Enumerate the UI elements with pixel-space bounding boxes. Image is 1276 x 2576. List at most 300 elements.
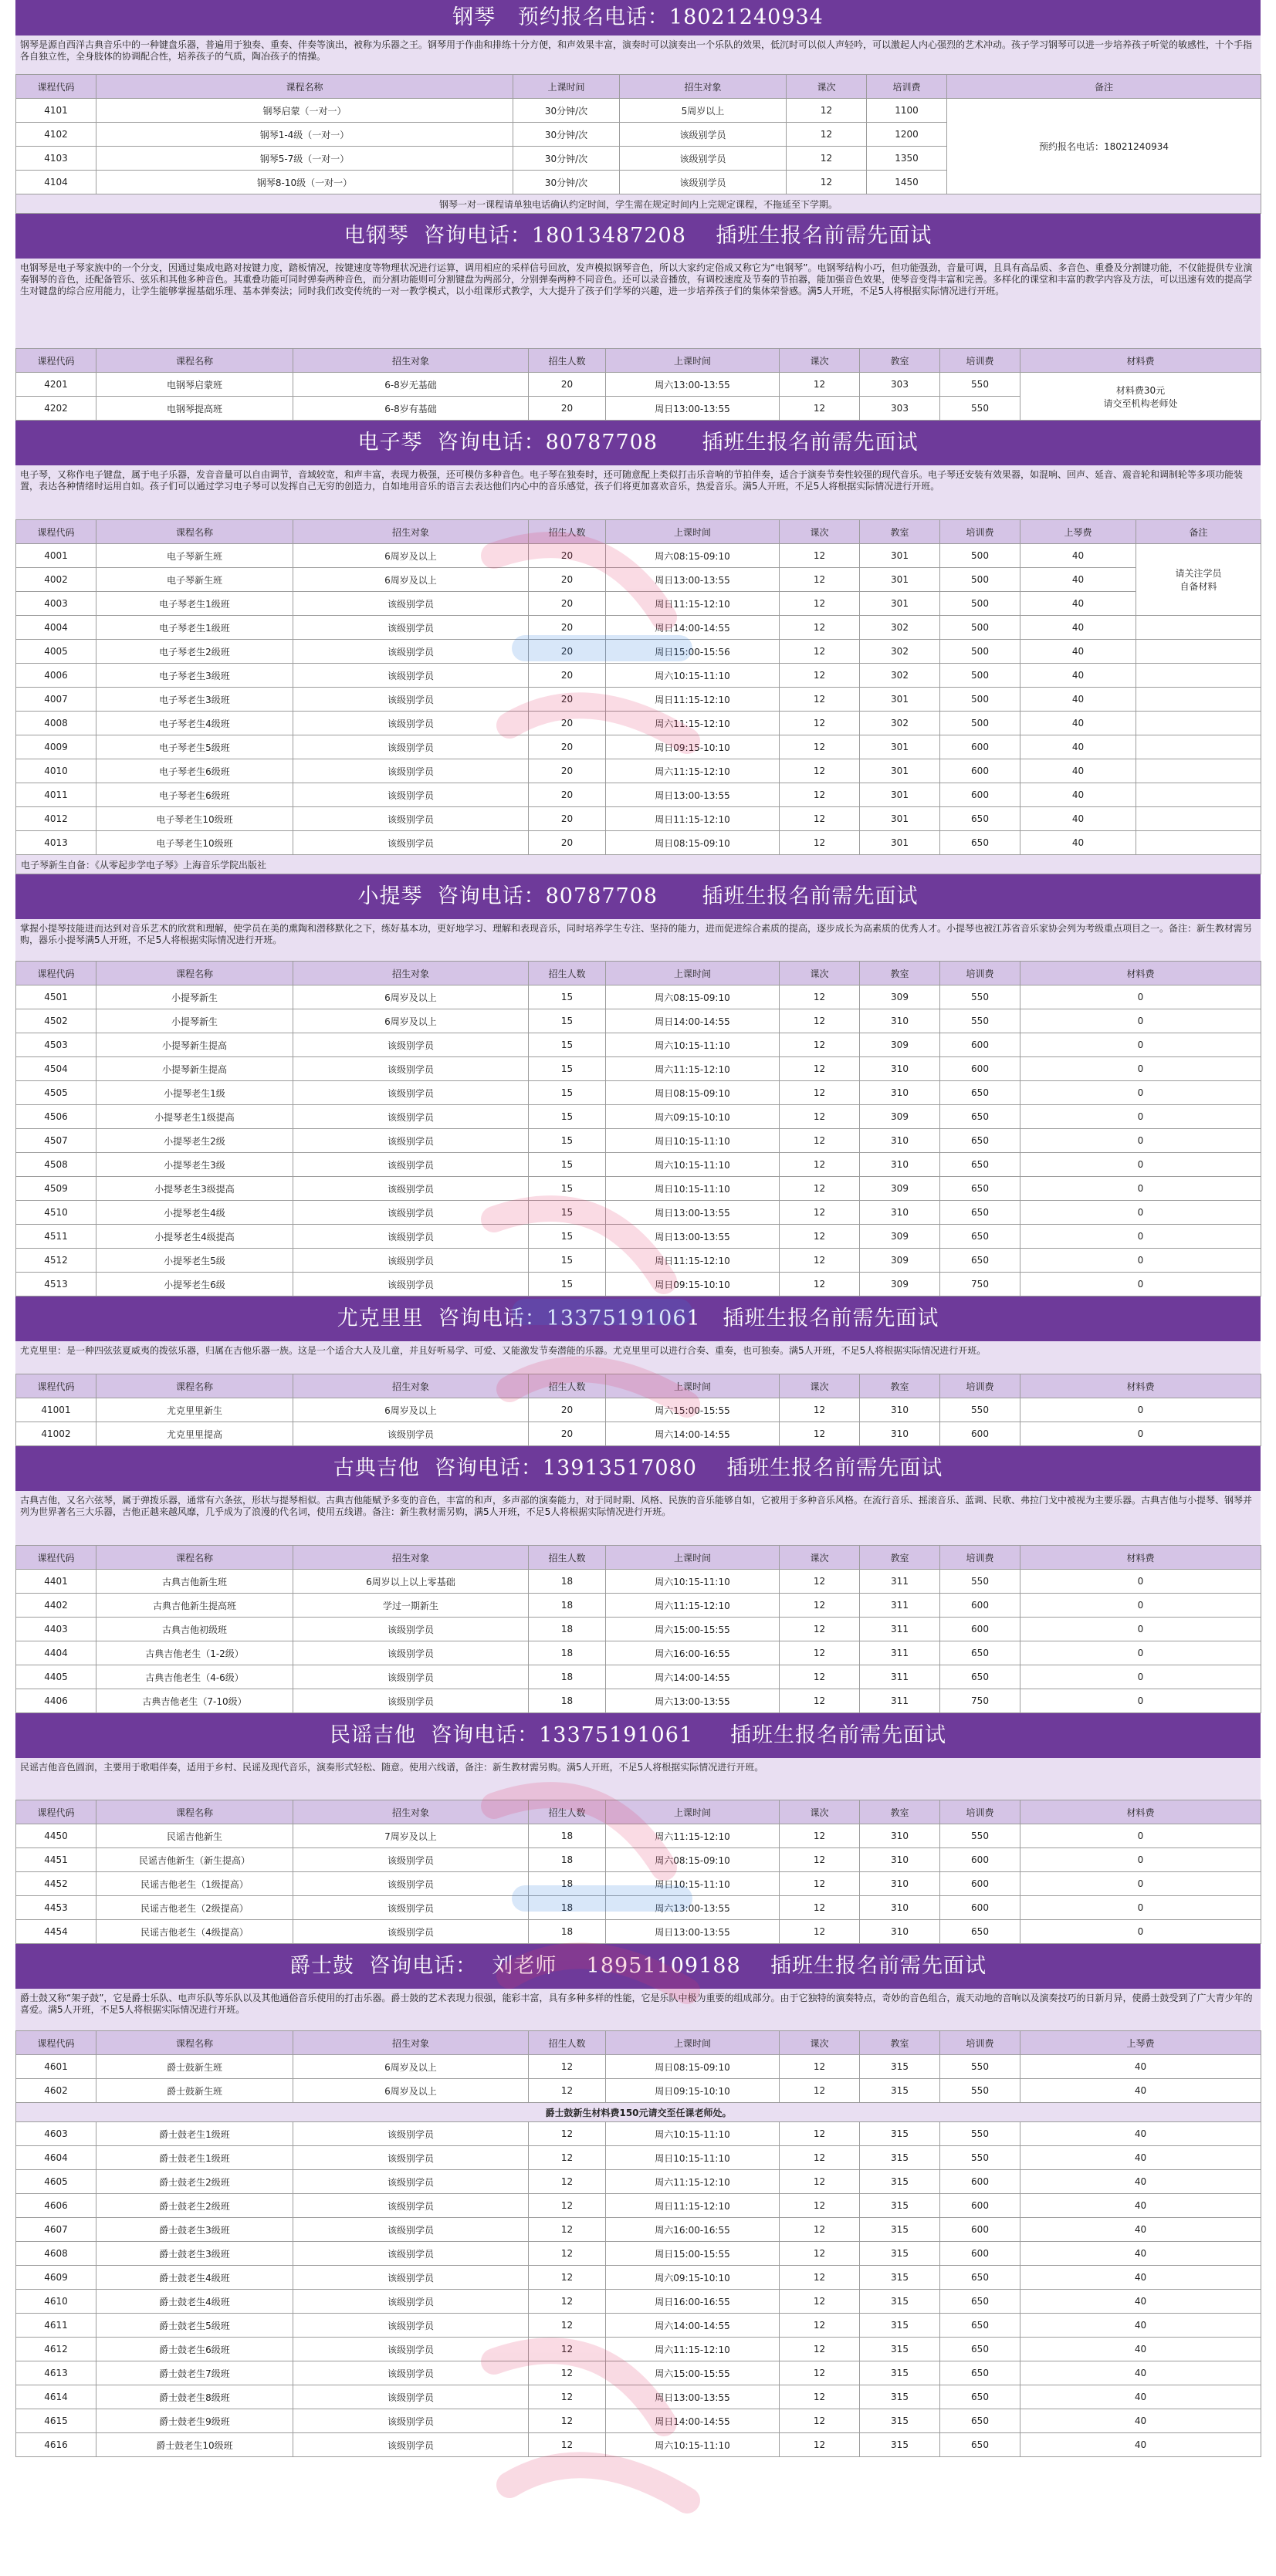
ukulele-section xyxy=(15,1296,1261,1446)
table-cell: 4602 xyxy=(16,2079,96,2103)
table-cell: 该级别学员 xyxy=(293,1153,529,1177)
table-cell: 0 xyxy=(1020,1129,1261,1153)
table-cell: 550 xyxy=(940,985,1020,1009)
violin-description: 掌握小提琴技能进而达到对音乐艺术的欣赏和理解，使学员在美的熏陶和潜移默化之下，练好基本功，更好地学习、理解和表现音乐，同时培养学生专注、坚持的能力，进而促进综合素质的提高，逐步成长为高素质的优秀人才。小提琴也被江苏省音乐家协会列为考级重点项目之一。备注：新生教材需另购，器乐小提琴满5人开班，不足5人将根据实际情况进行开班。 xyxy=(15,919,1261,961)
table-cell: 古典吉他新生提高班 xyxy=(96,1594,293,1618)
table-cell xyxy=(1136,712,1261,735)
column-header: 材料费 xyxy=(1020,962,1261,985)
column-header: 教室 xyxy=(860,520,940,544)
table-cell: 12 xyxy=(780,2314,860,2338)
column-header: 课程代码 xyxy=(16,1374,96,1398)
table-cell: 12 xyxy=(780,1920,860,1944)
table-cell: 650 xyxy=(940,831,1020,855)
column-header: 课程代码 xyxy=(16,962,96,985)
table-cell: 周六15:00-15:55 xyxy=(606,1618,780,1641)
table-cell: 40 xyxy=(1020,568,1136,592)
table-cell xyxy=(1136,640,1261,664)
table-cell: 该级别学员 xyxy=(293,592,529,616)
table-cell: 周六15:00-15:55 xyxy=(606,2361,780,2385)
table-cell: 12 xyxy=(780,688,860,712)
table-cell: 该级别学员 xyxy=(293,2361,529,2385)
column-header: 教室 xyxy=(860,1374,940,1398)
table-cell xyxy=(1136,759,1261,783)
column-header: 课程名称 xyxy=(96,2031,293,2055)
table-cell xyxy=(1136,735,1261,759)
table-cell: 15 xyxy=(529,1249,606,1273)
column-header: 课次 xyxy=(780,520,860,544)
table-cell xyxy=(1136,831,1261,855)
table-cell: 爵士鼓老生7级班 xyxy=(96,2361,293,2385)
table-cell: 40 xyxy=(1020,2338,1261,2361)
table-cell: 12 xyxy=(780,2385,860,2409)
table-cell: 500 xyxy=(940,568,1020,592)
folk-guitar-section xyxy=(15,1713,1261,1944)
electric-piano-table xyxy=(15,348,1261,421)
table-cell: 18 xyxy=(529,1872,606,1896)
table-cell: 12 xyxy=(780,712,860,735)
table-cell: 爵士鼓老生6级班 xyxy=(96,2338,293,2361)
table-cell: 该级别学员 xyxy=(293,1177,529,1201)
table-cell: 4103 xyxy=(16,147,96,171)
table-cell: 12 xyxy=(780,1009,860,1033)
table-row xyxy=(16,2122,1261,2146)
table-cell: 650 xyxy=(940,1153,1020,1177)
table-cell: 0 xyxy=(1020,1594,1261,1618)
table-cell: 该级别学员 xyxy=(293,831,529,855)
table-cell: 12 xyxy=(780,1081,860,1105)
table-cell: 40 xyxy=(1020,640,1136,664)
table-cell: 4453 xyxy=(16,1896,96,1920)
table-cell: 0 xyxy=(1020,1689,1261,1713)
table-cell: 315 xyxy=(860,2079,940,2103)
table-cell: 4401 xyxy=(16,1570,96,1594)
table-header-row xyxy=(16,2031,1261,2055)
table-cell: 该级别学员 xyxy=(293,735,529,759)
classical-guitar-section xyxy=(15,1446,1261,1713)
table-cell: 该级别学员 xyxy=(293,712,529,735)
column-header: 课次 xyxy=(780,1546,860,1570)
table-cell: 600 xyxy=(940,2194,1020,2218)
table-cell: 20 xyxy=(529,1398,606,1422)
table-header-row xyxy=(16,75,1261,99)
ukulele-table xyxy=(15,1374,1261,1446)
table-cell: 周六14:00-14:55 xyxy=(606,1665,780,1689)
table-cell: 该级别学员 xyxy=(293,1225,529,1249)
table-cell: 0 xyxy=(1020,1057,1261,1081)
electric-piano-material-fee: 材料费30元 请交至机构老师处 xyxy=(1020,373,1261,421)
table-cell: 12 xyxy=(780,2338,860,2361)
table-row xyxy=(16,1081,1261,1105)
table-cell: 550 xyxy=(940,2122,1020,2146)
table-header-row xyxy=(16,520,1261,544)
table-cell: 12 xyxy=(780,1594,860,1618)
piano-table xyxy=(15,74,1261,214)
table-cell: 600 xyxy=(940,783,1020,807)
table-cell: 550 xyxy=(940,1570,1020,1594)
table-cell: 6-8岁有基础 xyxy=(293,397,529,421)
table-cell: 550 xyxy=(940,2055,1020,2079)
table-cell: 301 xyxy=(860,544,940,568)
table-cell: 40 xyxy=(1020,2433,1261,2457)
table-cell: 12 xyxy=(780,2361,860,2385)
table-cell: 该级别学员 xyxy=(293,2242,529,2266)
table-cell: 0 xyxy=(1020,1422,1261,1446)
table-cell: 该级别学员 xyxy=(293,1665,529,1689)
table-cell: 12 xyxy=(529,2433,606,2457)
table-cell: 650 xyxy=(940,2433,1020,2457)
table-cell: 12 xyxy=(780,544,860,568)
table-cell: 爵士鼓老生10级班 xyxy=(96,2433,293,2457)
table-cell: 12 xyxy=(780,616,860,640)
table-cell: 周日10:15-11:10 xyxy=(606,2146,780,2170)
ukulele-description: 尤克里里：是一种四弦弦夏威夷的拨弦乐器，归属在吉他乐器一族。这是一个适合大人及儿童，并且好听易学、可爱、又能激发节奏潜能的乐器。尤克里里可以进行合奏、重奏，也可独奏。满5人开班，不足5人将根据实际情况进行开班。 xyxy=(15,1341,1261,1374)
table-cell: 500 xyxy=(940,616,1020,640)
column-header: 课程名称 xyxy=(96,75,513,99)
table-cell: 12 xyxy=(780,1129,860,1153)
table-cell: 600 xyxy=(940,759,1020,783)
table-row xyxy=(16,1225,1261,1249)
table-cell: 12 xyxy=(780,2079,860,2103)
table-row xyxy=(16,1033,1261,1057)
table-cell: 6周岁及以上 xyxy=(293,2079,529,2103)
table-cell: 该级别学员 xyxy=(293,2218,529,2242)
table-cell: 600 xyxy=(940,1057,1020,1081)
table-cell: 周六11:15-12:10 xyxy=(606,2338,780,2361)
table-cell: 周六10:15-11:10 xyxy=(606,1570,780,1594)
table-cell: 4007 xyxy=(16,688,96,712)
table-cell: 15 xyxy=(529,1081,606,1105)
table-cell: 该级别学员 xyxy=(293,640,529,664)
column-header: 招生人数 xyxy=(529,1800,606,1824)
table-cell: 20 xyxy=(529,831,606,855)
column-header: 招生对象 xyxy=(620,75,787,99)
table-cell: 12 xyxy=(787,99,867,123)
table-cell: 12 xyxy=(780,568,860,592)
table-cell: 4104 xyxy=(16,171,96,194)
table-cell: 310 xyxy=(860,1872,940,1896)
table-cell: 小提琴老生1级提高 xyxy=(96,1105,293,1129)
column-header: 上琴费 xyxy=(1020,2031,1261,2055)
table-cell: 12 xyxy=(529,2361,606,2385)
table-cell: 650 xyxy=(940,1201,1020,1225)
table-row xyxy=(16,1129,1261,1153)
table-cell: 315 xyxy=(860,2361,940,2385)
table-cell: 15 xyxy=(529,985,606,1009)
table-cell: 周日09:15-10:10 xyxy=(606,1273,780,1296)
table-cell: 4510 xyxy=(16,1201,96,1225)
table-cell: 12 xyxy=(780,783,860,807)
table-cell: 小提琴老生6级 xyxy=(96,1273,293,1296)
table-cell: 该级别学员 xyxy=(293,759,529,783)
table-cell: 12 xyxy=(780,1570,860,1594)
table-cell: 周六13:00-13:55 xyxy=(606,1689,780,1713)
table-cell: 41002 xyxy=(16,1422,96,1446)
table-cell: 315 xyxy=(860,2433,940,2457)
table-cell: 小提琴新生 xyxy=(96,1009,293,1033)
drums-table xyxy=(15,2030,1261,2457)
table-cell: 20 xyxy=(529,616,606,640)
table-row xyxy=(16,2218,1261,2242)
table-cell: 6周岁及以上 xyxy=(293,985,529,1009)
table-cell: 爵士鼓老生3级班 xyxy=(96,2218,293,2242)
column-header: 招生人数 xyxy=(529,520,606,544)
table-cell: 12 xyxy=(529,2146,606,2170)
table-cell: 650 xyxy=(940,1081,1020,1105)
table-cell: 600 xyxy=(940,2218,1020,2242)
column-header: 培训费 xyxy=(940,1800,1020,1824)
table-cell: 12 xyxy=(780,2290,860,2314)
table-cell: 15 xyxy=(529,1153,606,1177)
table-header-row xyxy=(16,962,1261,985)
table-cell: 古典吉他老生（4-6级） xyxy=(96,1665,293,1689)
table-cell: 650 xyxy=(940,2266,1020,2290)
table-cell: 该级别学员 xyxy=(620,171,787,194)
table-cell: 30分钟/次 xyxy=(513,171,620,194)
table-row xyxy=(16,985,1261,1009)
table-cell: 古典吉他初级班 xyxy=(96,1618,293,1641)
drums-description: 爵士鼓又称“架子鼓”，它是爵士乐队、电声乐队等乐队以及其他通俗音乐使用的打击乐器。爵士鼓的艺术表现力很强，能彩丰富，具有多种多样的性能，它是乐队中极为重要的组成部分。由于它独特的演奏特点，奇妙的音色组合，震天动地的音响以及演奏技巧的日新月异，使爵士鼓受到了广大青少年的喜爱。满5人开班，不足5人将根据实际情况进行开班。 xyxy=(15,1989,1261,2030)
column-header: 教室 xyxy=(860,349,940,373)
table-cell: 该级别学员 xyxy=(293,2266,529,2290)
table-cell: 尤克里里提高 xyxy=(96,1422,293,1446)
table-cell: 12 xyxy=(780,1872,860,1896)
table-cell: 650 xyxy=(940,2361,1020,2385)
table-cell: 315 xyxy=(860,2290,940,2314)
table-row xyxy=(16,373,1261,397)
classical-guitar-description: 古典吉他，又名六弦琴，属于弹拨乐器，通常有六条弦，形状与提琴相似。古典吉他能赋予多变的音色，丰富的和声，多声部的演奏能力，对于同时期、风格、民族的音乐能够自如，它被用于多种音乐风格。在流行音乐、摇滚音乐、蓝调、民歌、弗拉门戈中被视为主要乐器。古典吉他与小提琴、钢琴并列为世界著名三大乐器，吉他正越来越风靡，几乎成为了浪漫的代名词，使用五线谱。备注：新生教材需另购，满5人开班，不足5人将根据实际情况进行开班。 xyxy=(15,1491,1261,1545)
table-row xyxy=(16,1641,1261,1665)
table-row xyxy=(16,2170,1261,2194)
table-cell: 20 xyxy=(529,783,606,807)
table-cell: 0 xyxy=(1020,1872,1261,1896)
table-cell: 500 xyxy=(940,664,1020,688)
table-header-row xyxy=(16,1800,1261,1824)
table-cell: 20 xyxy=(529,712,606,735)
table-cell: 4616 xyxy=(16,2433,96,2457)
table-row xyxy=(16,1689,1261,1713)
table-cell: 12 xyxy=(529,2194,606,2218)
column-header: 教室 xyxy=(860,962,940,985)
table-cell: 302 xyxy=(860,640,940,664)
table-cell: 311 xyxy=(860,1665,940,1689)
table-cell xyxy=(1136,688,1261,712)
table-cell: 40 xyxy=(1020,2290,1261,2314)
table-cell: 12 xyxy=(529,2409,606,2433)
table-cell: 电子琴老生3级班 xyxy=(96,664,293,688)
table-cell: 4502 xyxy=(16,1009,96,1033)
table-cell: 该级别学员 xyxy=(293,2290,529,2314)
table-cell: 电子琴老生3级班 xyxy=(96,688,293,712)
table-cell: 6周岁及以上 xyxy=(293,544,529,568)
table-cell: 周六08:15-09:10 xyxy=(606,1848,780,1872)
table-cell: 4512 xyxy=(16,1249,96,1273)
table-cell: 12 xyxy=(780,1177,860,1201)
table-cell: 4508 xyxy=(16,1153,96,1177)
table-cell: 4511 xyxy=(16,1225,96,1249)
table-cell: 12 xyxy=(780,373,860,397)
table-cell: 302 xyxy=(860,664,940,688)
column-header: 上课时间 xyxy=(606,1374,780,1398)
column-header: 材料费 xyxy=(1020,1546,1261,1570)
table-cell: 40 xyxy=(1020,2170,1261,2194)
table-row xyxy=(16,640,1261,664)
table-cell: 该级别学员 xyxy=(293,2385,529,2409)
table-cell: 6周岁及以上 xyxy=(293,1009,529,1033)
table-cell: 该级别学员 xyxy=(293,2170,529,2194)
table-cell: 311 xyxy=(860,1641,940,1665)
column-header: 材料费 xyxy=(1020,1374,1261,1398)
table-cell: 该级别学员 xyxy=(293,1033,529,1057)
table-cell: 311 xyxy=(860,1689,940,1713)
table-cell: 600 xyxy=(940,1033,1020,1057)
table-cell: 12 xyxy=(780,2266,860,2290)
table-cell: 315 xyxy=(860,2055,940,2079)
drums-section xyxy=(15,1944,1261,2457)
column-header: 培训费 xyxy=(940,1546,1020,1570)
table-cell: 该级别学员 xyxy=(293,1641,529,1665)
table-cell: 12 xyxy=(529,2385,606,2409)
keyboard-description: 电子琴，又称作电子键盘，属于电子乐器，发音音量可以自由调节，音域较宽，和声丰富，表现力极强，还可模仿多种音色。电子琴在独奏时，还可随意配上类似打击乐音响的节拍伴奏，适合于演奏节奏性较强的现代音乐。电子琴还安装有效果器，如混响、回声、延音、震音轮和调制轮等多项功能装置，表达各种情绪时运用自如。孩子们可以通过学习电子琴可以发挥自己无穷的创造力，自如地用音乐的语言去表达他们内心中的音乐感觉，孩子们将更加喜欢音乐，热爱音乐。满5人开班，不足5人将根据实际情况进行开班。 xyxy=(15,465,1261,519)
table-cell: 该级别学员 xyxy=(293,807,529,831)
column-header: 备注 xyxy=(1136,520,1261,544)
column-header: 课程代码 xyxy=(16,520,96,544)
column-header: 上课时间 xyxy=(606,349,780,373)
table-cell: 4454 xyxy=(16,1920,96,1944)
table-cell: 尤克里里新生 xyxy=(96,1398,293,1422)
table-cell: 41001 xyxy=(16,1398,96,1422)
table-cell: 周六09:15-10:10 xyxy=(606,2266,780,2290)
table-cell: 周六15:00-15:55 xyxy=(606,1398,780,1422)
table-cell: 315 xyxy=(860,2218,940,2242)
table-cell: 550 xyxy=(940,1009,1020,1033)
table-cell: 4201 xyxy=(16,373,96,397)
column-header: 招生对象 xyxy=(293,349,529,373)
table-cell: 18 xyxy=(529,1896,606,1920)
table-cell: 309 xyxy=(860,1225,940,1249)
table-cell: 500 xyxy=(940,544,1020,568)
table-cell: 周六11:15-12:10 xyxy=(606,712,780,735)
column-header: 招生对象 xyxy=(293,1374,529,1398)
table-cell: 0 xyxy=(1020,1033,1261,1057)
table-cell: 该级别学员 xyxy=(293,1249,529,1273)
column-header: 课程代码 xyxy=(16,75,96,99)
table-row xyxy=(16,712,1261,735)
table-row xyxy=(16,1153,1261,1177)
table-cell: 20 xyxy=(529,664,606,688)
table-cell: 650 xyxy=(940,1920,1020,1944)
column-header: 教室 xyxy=(860,1546,940,1570)
table-cell: 12 xyxy=(780,759,860,783)
column-header: 课程名称 xyxy=(96,1374,293,1398)
table-cell: 周日09:15-10:10 xyxy=(606,2079,780,2103)
table-cell: 12 xyxy=(780,2194,860,2218)
table-cell: 4001 xyxy=(16,544,96,568)
column-header: 课次 xyxy=(780,349,860,373)
table-cell: 310 xyxy=(860,1201,940,1225)
column-header: 课次 xyxy=(780,962,860,985)
table-cell: 周日10:15-11:10 xyxy=(606,1872,780,1896)
table-cell: 15 xyxy=(529,1177,606,1201)
table-cell: 600 xyxy=(940,735,1020,759)
column-header: 上课时间 xyxy=(606,1546,780,1570)
column-header: 招生对象 xyxy=(293,962,529,985)
table-cell: 爵士鼓老生1级班 xyxy=(96,2122,293,2146)
table-cell: 4405 xyxy=(16,1665,96,1689)
table-cell: 该级别学员 xyxy=(293,1201,529,1225)
table-row xyxy=(16,688,1261,712)
piano-note-text: 钢琴一对一课程请单独电话确认约定时间，学生需在规定时间内上完规定课程，不拖延至下学期。 xyxy=(16,194,1261,214)
table-cell: 爵士鼓老生2级班 xyxy=(96,2194,293,2218)
table-cell: 小提琴老生4级 xyxy=(96,1201,293,1225)
folk-guitar-table xyxy=(15,1800,1261,1944)
keyboard-table xyxy=(15,519,1261,874)
table-cell: 周六14:00-14:55 xyxy=(606,1422,780,1446)
table-cell: 40 xyxy=(1020,2266,1261,2290)
table-cell: 5周岁以上 xyxy=(620,99,787,123)
drums-note-text: 爵士鼓新生材料费150元请交至任课老师处。 xyxy=(16,2103,1261,2122)
table-row xyxy=(16,1273,1261,1296)
table-cell: 4011 xyxy=(16,783,96,807)
table-cell: 310 xyxy=(860,1153,940,1177)
table-cell: 4609 xyxy=(16,2266,96,2290)
column-header: 招生对象 xyxy=(293,1800,529,1824)
table-cell: 小提琴老生2级 xyxy=(96,1129,293,1153)
table-cell: 12 xyxy=(780,1249,860,1273)
table-cell: 40 xyxy=(1020,2055,1261,2079)
column-header: 培训费 xyxy=(940,2031,1020,2055)
table-cell: 15 xyxy=(529,1057,606,1081)
table-cell: 该级别学员 xyxy=(293,2338,529,2361)
table-cell: 4102 xyxy=(16,123,96,147)
table-cell: 12 xyxy=(780,1033,860,1057)
table-cell: 15 xyxy=(529,1273,606,1296)
table-cell: 民谣吉他老生（1级提高） xyxy=(96,1872,293,1896)
table-cell: 650 xyxy=(940,1105,1020,1129)
table-cell: 4608 xyxy=(16,2242,96,2266)
table-row xyxy=(16,2079,1261,2103)
table-cell: 0 xyxy=(1020,1153,1261,1177)
table-cell: 750 xyxy=(940,1689,1020,1713)
table-cell: 钢琴1-4级（一对一） xyxy=(96,123,513,147)
table-cell: 40 xyxy=(1020,2385,1261,2409)
table-cell: 12 xyxy=(780,985,860,1009)
table-cell: 12 xyxy=(529,2290,606,2314)
table-cell: 12 xyxy=(780,1896,860,1920)
table-row xyxy=(16,735,1261,759)
table-cell: 小提琴新生提高 xyxy=(96,1033,293,1057)
column-header: 课程代码 xyxy=(16,1546,96,1570)
table-cell: 0 xyxy=(1020,1177,1261,1201)
table-cell xyxy=(1136,616,1261,640)
table-cell: 40 xyxy=(1020,2409,1261,2433)
table-cell: 0 xyxy=(1020,1665,1261,1689)
piano-note xyxy=(16,194,1261,214)
column-header: 招生对象 xyxy=(293,2031,529,2055)
table-cell: 301 xyxy=(860,688,940,712)
table-cell: 周日15:00-15:55 xyxy=(606,2242,780,2266)
table-row xyxy=(16,2361,1261,2385)
table-cell: 12 xyxy=(780,1225,860,1249)
table-cell: 315 xyxy=(860,2122,940,2146)
table-cell: 600 xyxy=(940,2170,1020,2194)
table-cell: 爵士鼓老生3级班 xyxy=(96,2242,293,2266)
table-cell: 周日14:00-14:55 xyxy=(606,1009,780,1033)
table-header-row xyxy=(16,349,1261,373)
table-cell: 650 xyxy=(940,807,1020,831)
table-cell: 周日08:15-09:10 xyxy=(606,831,780,855)
table-cell: 12 xyxy=(780,664,860,688)
table-cell: 0 xyxy=(1020,1273,1261,1296)
